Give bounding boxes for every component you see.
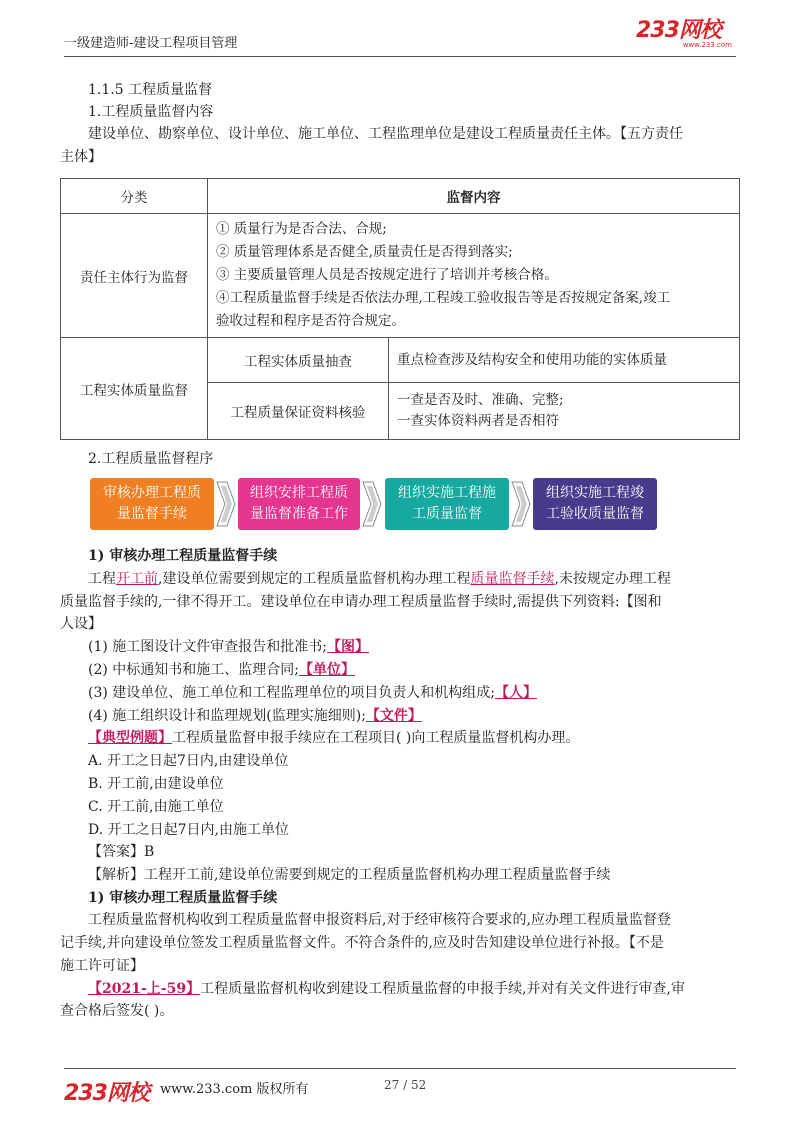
exam-question-line-2: 查合格后签发( )。 [60,1003,174,1019]
highlight-text: 质量监督手续 [470,571,555,587]
table-header-category: 分类 [61,179,208,214]
list-item [88,683,537,703]
analysis: 【解析】工程开工前,建设单位需要到规定的工程质量监督机构办理工程质量监督手续 [88,867,611,883]
list-item-tag: 【单位】 [299,662,355,678]
flow-step-text: 工质量监督 [412,506,482,522]
list-item [88,706,422,726]
flow-step-text: 量监督手续 [117,506,187,522]
content-item: ③ 主要质量管理人员是否按规定进行了培训并考核合格。 [216,267,558,283]
list-item [88,637,369,657]
header-divider [64,56,736,57]
content-item: 一查是否及时、准确、完整; [397,392,564,408]
flow-step-text: 组织安排工程质 [250,485,348,501]
paragraph-2-line-1: 工程质量监督机构收到工程质量监督申报资料后,对于经审核符合要求的,应办理工程质量监督登 [88,912,671,928]
highlight-text: 开工前 [116,571,158,587]
intro-line-2: 主体】 [60,149,102,165]
row-content-responsible-party [208,214,740,338]
paragraph-2-line-3: 施工许可证】 [60,958,144,974]
flow-step-text: 组织实施工程竣 [546,485,644,501]
flow-arrow-icon [510,478,532,530]
flow-step-text: 组织实施工程施 [398,485,496,501]
content-item: 验收过程和程序是否符合规定。 [216,313,405,329]
logo-text: 233网校 [636,18,721,43]
flow-arrow-icon [215,478,237,530]
procedure-heading: 2.工程质量监督程序 [88,451,214,467]
flow-step-text: 审核办理工程质 [103,485,201,501]
flow-step-3 [385,478,509,530]
paragraph-1-line-2: 质量监督手续的,一律不得开工。建设单位在申请办理工程质量监督手续时,需提供下列资料:【图和 [60,594,662,610]
table-header-content: 监督内容 [208,179,740,214]
document-header-title: 一级建造师-建设工程项目管理 [64,36,238,51]
content-item: ① 质量行为是否合法、合规; [216,221,387,237]
row-label-entity-quality: 工程实体质量监督 [61,338,208,440]
flow-step-2 [238,478,360,530]
sub-content-document-verification [389,383,740,440]
sub-content-entity-check: 重点检查涉及结构安全和使用功能的实体质量 [389,338,740,383]
page-number: 27 / 52 [384,1078,427,1092]
body-heading-1: 1) 审核办理工程质量监督手续 [88,548,278,564]
option-d: D. 开工之日起7日内,由施工单位 [88,822,289,838]
flow-step-text: 量监督准备工作 [250,506,348,522]
list-item-tag: 【文件】 [365,708,422,724]
question-text: 工程质量监督机构收到建设工程质量监督的申报手续,并对有关文件进行审查,审 [200,981,685,997]
intro-line-1: 建设单位、勘察单位、设计单位、施工单位、工程监理单位是建设工程质量责任主体。【五方责任 [88,126,683,142]
footer-logo: 233网校 [64,1081,149,1106]
body-heading-2: 1) 审核办理工程质量监督手续 [88,890,278,906]
sub-label-document-verification: 工程质量保证资料核验 [208,383,389,440]
flow-step-1 [90,478,214,530]
content-item: ② 质量管理体系是否健全,质量责任是否得到落实; [216,244,513,260]
logo-url: www.233.com [682,41,732,49]
sub-label-entity-check: 工程实体质量抽查 [208,338,389,383]
example-question [88,728,579,748]
option-c: C. 开工前,由施工单位 [88,799,224,815]
list-item-text: (3) 建设单位、施工单位和工程监理单位的项目负责人和机构组成; [88,685,495,701]
exam-tag: 【2021-上-59】 [88,981,201,997]
question-text: 工程质量监督申报手续应在工程项目( )向工程质量监督机构办理。 [172,730,580,746]
option-a: A. 开工之日起7日内,由建设单位 [88,753,289,769]
paragraph-2-line-2: 记手续,并向建设单位签发工程质量监督文件。不符合条件的,应及时告知建设单位进行补报。【不是 [60,935,664,951]
paragraph-1-line-3: 人设】 [60,616,102,632]
text-span: ,未按规定办理工程 [554,571,671,587]
content-item: 一查实体资料两者是否相符 [397,413,559,429]
list-item-text: (4) 施工组织设计和监理规划(监理实施细则); [88,708,366,724]
example-tag: 【典型例题】 [88,730,172,746]
list-item [88,660,355,680]
answer: 【答案】B [88,844,155,860]
exam-question [88,979,685,999]
option-b: B. 开工前,由建设单位 [88,776,224,792]
supervision-content-table [60,178,740,440]
paragraph-1-line-1 [88,569,671,589]
text-span: 工程 [88,571,116,587]
subsection-heading: 1.工程质量监督内容 [88,104,214,120]
flow-step-text: 工验收质量监督 [546,506,644,522]
text-span: ,建设单位需要到规定的工程质量监督机构办理工程 [158,571,471,587]
footer-divider [64,1068,736,1069]
footer-copyright: www.233.com 版权所有 [160,1082,309,1097]
list-item-text: (1) 施工图设计文件审查报告和批准书; [88,639,327,655]
content-item: ④工程质量监督手续是否依法办理,工程竣工验收报告等是否按规定备案,竣工 [216,290,671,306]
list-item-tag: 【图】 [327,639,369,655]
flow-arrow-icon [361,478,383,530]
section-heading: 1.1.5 工程质量监督 [88,82,213,98]
brand-logo [636,20,736,52]
row-label-responsible-party: 责任主体行为监督 [61,214,208,338]
list-item-text: (2) 中标通知书和施工、监理合同; [88,662,299,678]
flow-step-4 [533,478,657,530]
list-item-tag: 【人】 [495,685,537,701]
